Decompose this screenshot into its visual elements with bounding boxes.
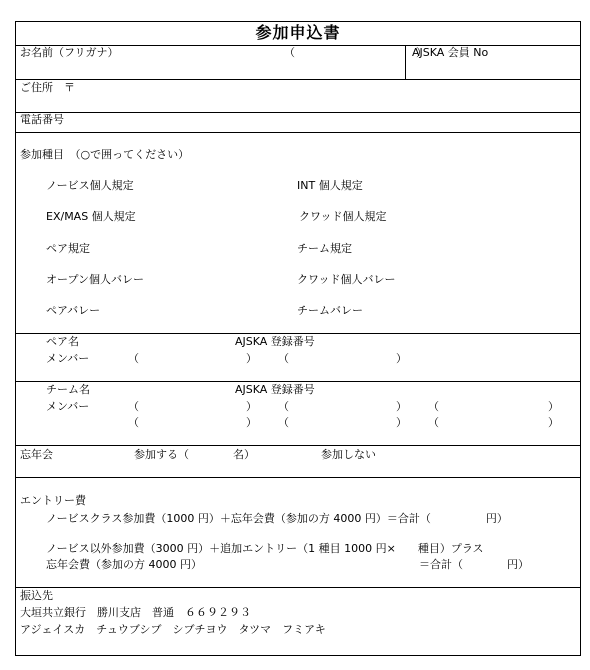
team-member-3-field[interactable]: （: [428, 400, 439, 413]
divider: [16, 381, 580, 382]
party-decline-option[interactable]: 参加しない: [321, 448, 376, 461]
category-option[interactable]: ペア規定: [46, 242, 90, 255]
category-option[interactable]: ノービス個人規定: [46, 179, 134, 192]
form-title: 参加申込書: [255, 23, 341, 42]
paren-close: ）: [548, 400, 559, 413]
category-option[interactable]: INT 個人規定: [297, 179, 363, 192]
team-registration-label: AJSKA 登録番号: [235, 383, 315, 396]
name-furigana-field[interactable]: （ ）: [284, 46, 427, 59]
pair-name-label: ペア名: [46, 335, 79, 348]
fee-heading: エントリー費: [20, 494, 86, 507]
divider: [16, 477, 580, 478]
category-option[interactable]: チームバレー: [297, 304, 363, 317]
member-no-label: AJSKA 会員 No: [412, 46, 489, 59]
divider: [16, 445, 580, 446]
paren-close: ）: [246, 352, 257, 365]
category-heading: 参加種目 （○で囲ってください）: [20, 148, 190, 161]
bank-account-name: アジェイスカ チュウブシブ シブチヨウ タツマ フミアキ: [20, 623, 326, 636]
party-join-option[interactable]: 参加する（ 名）: [134, 448, 255, 461]
team-member-2-field[interactable]: （: [278, 400, 289, 413]
pair-member-1-field[interactable]: （: [128, 352, 139, 365]
team-member-6-field[interactable]: （: [428, 416, 439, 429]
paren-close: ）: [548, 416, 559, 429]
team-member-5-field[interactable]: （: [278, 416, 289, 429]
paren-close: ）: [246, 400, 257, 413]
address-label: ご住所 〒: [20, 81, 75, 94]
divider: [405, 45, 406, 79]
application-form: [15, 21, 581, 656]
category-option[interactable]: EX/MAS 個人規定: [46, 210, 136, 223]
bank-heading: 振込先: [20, 589, 53, 602]
paren-close: ）: [246, 416, 257, 429]
fee-total: ＝合計（ 円）: [419, 558, 529, 571]
team-name-label: チーム名: [46, 383, 90, 396]
phone-label: 電話番号: [20, 113, 64, 126]
pair-member-label: メンバー: [46, 352, 90, 365]
fee-novice-line: ノービスクラス参加費（1000 円）＋忘年会費（参加の方 4000 円）＝合計（ 円）: [46, 512, 508, 525]
bank-name: 大垣共立銀行 勝川支店 普通 ６６９２９３: [20, 606, 251, 619]
paren-close: ）: [396, 400, 407, 413]
pair-registration-label: AJSKA 登録番号: [235, 335, 315, 348]
pair-member-2-field[interactable]: （: [278, 352, 289, 365]
paren-close: ）: [396, 416, 407, 429]
fee-other-line: ノービス以外参加費（3000 円）＋追加エントリー（1 種目 1000 円× 種目）プラス: [46, 542, 484, 555]
category-option[interactable]: チーム規定: [297, 242, 352, 255]
divider: [16, 79, 580, 80]
team-member-label: メンバー: [46, 400, 90, 413]
category-option[interactable]: クワッド個人バレー: [297, 273, 396, 286]
category-option[interactable]: オープン個人バレー: [46, 273, 145, 286]
divider: [16, 132, 580, 133]
party-label: 忘年会: [20, 448, 53, 461]
paren-close: ）: [396, 352, 407, 365]
fee-party-line: 忘年会費（参加の方 4000 円）: [46, 558, 202, 571]
divider: [16, 587, 580, 588]
divider: [16, 112, 580, 113]
category-option[interactable]: クワッド個人規定: [299, 210, 387, 223]
team-member-1-field[interactable]: （: [128, 400, 139, 413]
name-label: お名前（フリガナ）: [20, 46, 119, 59]
divider: [16, 333, 580, 334]
team-member-4-field[interactable]: （: [128, 416, 139, 429]
category-option[interactable]: ペアバレー: [46, 304, 101, 317]
